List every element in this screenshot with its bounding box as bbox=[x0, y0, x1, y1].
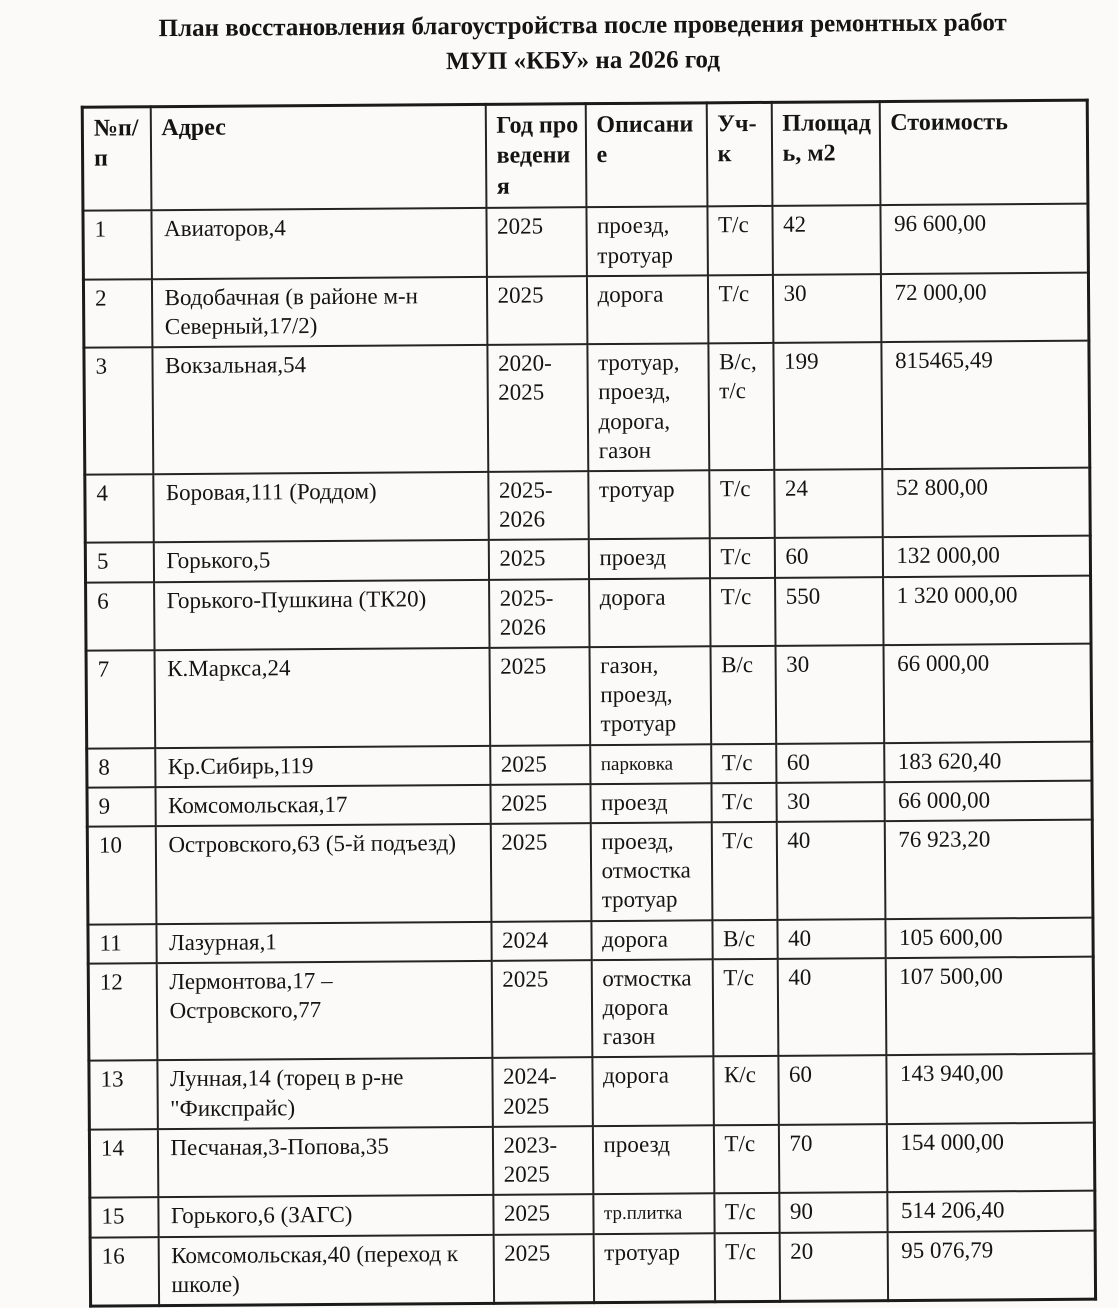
cell-address: Горького,6 (ЗАГС) bbox=[158, 1195, 493, 1237]
cell-description: дорога bbox=[589, 578, 710, 647]
cell-number: 7 bbox=[86, 650, 155, 748]
cell-year: 2025 bbox=[486, 208, 586, 277]
cell-cost: 52 800,00 bbox=[882, 468, 1090, 538]
column-header-year: Год проведения bbox=[485, 104, 586, 209]
cell-address: Авиаторов,4 bbox=[151, 208, 486, 279]
cell-description: проезд, тротуар bbox=[586, 207, 707, 276]
cell-year: 2025-2026 bbox=[488, 471, 588, 540]
cell-year: 2025 bbox=[488, 540, 588, 580]
cell-area: 60 bbox=[774, 538, 882, 578]
cell-cost: 66 000,00 bbox=[883, 644, 1092, 743]
cell-description: отмостка дорога газон bbox=[591, 959, 713, 1057]
header-row bbox=[82, 100, 1088, 211]
cell-address: Песчаная,3-Попова,35 bbox=[157, 1127, 492, 1198]
cell-number: 2 bbox=[83, 279, 151, 348]
cell-cost: 95 076,79 bbox=[887, 1230, 1095, 1300]
cell-address: Комсомольская,17 bbox=[155, 785, 490, 827]
document-title bbox=[80, 5, 1085, 82]
cell-year: 2025 bbox=[490, 745, 590, 785]
table-row bbox=[89, 1054, 1094, 1129]
table-row bbox=[84, 341, 1090, 475]
cell-address: Лунная,14 (торец в р-не "Фикспрайс) bbox=[157, 1058, 492, 1129]
table-row bbox=[90, 1230, 1095, 1306]
cell-area: 40 bbox=[776, 821, 885, 919]
cell-number: 9 bbox=[87, 787, 155, 827]
cell-description: тротуар bbox=[593, 1233, 714, 1303]
cell-area: 30 bbox=[772, 274, 880, 343]
cell-number: 16 bbox=[90, 1237, 158, 1306]
cell-section: Т/с bbox=[711, 783, 776, 823]
table-row bbox=[89, 1123, 1094, 1198]
column-header-description: Описание bbox=[585, 103, 707, 208]
cell-description: парковка bbox=[590, 744, 711, 784]
cell-year: 2025 bbox=[489, 647, 590, 745]
cell-area: 60 bbox=[778, 1056, 886, 1125]
cell-section: Т/с bbox=[713, 1125, 778, 1194]
cell-description: дорога bbox=[586, 275, 707, 344]
cell-section: Т/с bbox=[712, 959, 778, 1057]
cell-section: Т/с bbox=[707, 275, 772, 344]
cell-area: 30 bbox=[776, 782, 884, 822]
cell-address: Комсомольская,40 (переход к школе) bbox=[158, 1234, 493, 1305]
cell-description: тротуар, проезд, дорога, газон bbox=[587, 344, 709, 472]
column-header-address: Адрес bbox=[150, 104, 486, 210]
cell-section: В/с, т/с bbox=[708, 343, 774, 470]
cell-area: 90 bbox=[779, 1192, 887, 1232]
cell-cost: 107 500,00 bbox=[885, 957, 1094, 1056]
cell-description: тр.плитка bbox=[593, 1194, 714, 1234]
cell-number: 10 bbox=[87, 826, 156, 924]
cell-cost: 183 620,40 bbox=[884, 741, 1092, 782]
cell-cost: 132 000,00 bbox=[882, 536, 1090, 577]
cell-cost: 96 600,00 bbox=[880, 204, 1088, 274]
table-row bbox=[86, 575, 1091, 650]
cell-year: 2025-2026 bbox=[489, 579, 589, 648]
cell-address: Водобачная (в районе м-н Северный,17/2) bbox=[151, 277, 486, 348]
table-row bbox=[88, 957, 1094, 1062]
cell-number: 1 bbox=[83, 211, 151, 280]
document-title-line2: МУП «КБУ» на 2026 год bbox=[445, 46, 721, 76]
column-header-section: Уч-к bbox=[706, 102, 772, 206]
cell-section: К/с bbox=[713, 1056, 778, 1125]
cell-area: 60 bbox=[776, 743, 884, 783]
cell-section: Т/с bbox=[709, 538, 774, 578]
cell-address: Лазурная,1 bbox=[156, 922, 491, 964]
cell-description: проезд, отмостка тротуар bbox=[590, 822, 712, 920]
cell-address: Островского,63 (5-й подъезд) bbox=[155, 824, 491, 924]
cell-cost: 72 000,00 bbox=[880, 272, 1088, 342]
cell-section: Т/с bbox=[711, 744, 776, 784]
cell-cost: 76 923,20 bbox=[884, 820, 1093, 919]
cell-area: 30 bbox=[775, 645, 884, 743]
cell-section: Т/с bbox=[710, 578, 775, 647]
cell-description: проезд bbox=[590, 783, 711, 823]
cell-description: проезд bbox=[588, 539, 709, 579]
cell-section: Т/с bbox=[711, 822, 777, 920]
cell-number: 13 bbox=[89, 1061, 157, 1130]
cell-section: Т/с bbox=[714, 1232, 779, 1301]
cell-year: 2024-2025 bbox=[492, 1058, 592, 1127]
table-header bbox=[82, 100, 1088, 211]
cell-section: Т/с bbox=[709, 470, 774, 539]
cell-year: 2024 bbox=[491, 921, 591, 961]
cell-section: В/с bbox=[710, 646, 776, 744]
cell-area: 70 bbox=[778, 1124, 886, 1193]
table-row bbox=[87, 820, 1093, 925]
cell-number: 6 bbox=[86, 582, 154, 651]
cell-cost: 66 000,00 bbox=[884, 781, 1092, 822]
table-row bbox=[85, 468, 1090, 543]
cell-address: Кр.Сибирь,119 bbox=[155, 746, 490, 788]
cell-section: Т/с bbox=[714, 1193, 779, 1233]
cell-cost: 514 206,40 bbox=[887, 1191, 1095, 1232]
cell-description: дорога bbox=[591, 920, 712, 960]
cell-number: 5 bbox=[85, 543, 153, 583]
table-row bbox=[83, 272, 1088, 347]
cell-area: 199 bbox=[773, 342, 882, 470]
column-header-number: №п/п bbox=[82, 107, 151, 211]
column-header-area: Площадь, м2 bbox=[771, 102, 880, 207]
cell-description: газон, проезд, тротуар bbox=[589, 646, 711, 744]
cell-address: Горького-Пушкина (ТК20) bbox=[154, 580, 489, 651]
cell-year: 2025 bbox=[486, 276, 586, 345]
cell-number: 4 bbox=[85, 474, 153, 543]
cell-address: Лермонтова,17 – Островского,77 bbox=[156, 961, 492, 1061]
table-row bbox=[83, 204, 1088, 279]
cell-year: 2020-2025 bbox=[487, 344, 588, 472]
cell-description: тротуар bbox=[588, 470, 709, 539]
cell-cost: 154 000,00 bbox=[886, 1123, 1094, 1193]
cell-area: 24 bbox=[774, 469, 882, 538]
cell-cost: 1 320 000,00 bbox=[883, 575, 1091, 645]
cell-number: 8 bbox=[87, 748, 155, 788]
table-body bbox=[83, 204, 1096, 1306]
restoration-plan-table bbox=[81, 99, 1097, 1308]
cell-address: Горького,5 bbox=[153, 540, 488, 582]
table-row bbox=[86, 644, 1092, 749]
cell-section: В/с bbox=[712, 920, 777, 960]
cell-area: 42 bbox=[772, 206, 880, 275]
cell-area: 550 bbox=[775, 577, 883, 646]
cell-year: 2023-2025 bbox=[492, 1126, 592, 1195]
cell-cost: 105 600,00 bbox=[885, 917, 1093, 958]
cell-number: 14 bbox=[89, 1129, 157, 1198]
document-title-line1: План восстановления благоустройства после проведения ремонтных работ bbox=[158, 9, 1007, 43]
cell-address: Вокзальная,54 bbox=[152, 345, 488, 474]
cell-area: 40 bbox=[777, 919, 885, 959]
cell-cost: 143 940,00 bbox=[886, 1054, 1094, 1124]
cell-number: 11 bbox=[88, 924, 156, 964]
cell-number: 15 bbox=[90, 1197, 158, 1237]
cell-section: Т/с bbox=[707, 206, 772, 275]
cell-year: 2025 bbox=[493, 1194, 593, 1234]
cell-year: 2025 bbox=[490, 823, 591, 921]
cell-number: 12 bbox=[88, 963, 157, 1061]
cell-description: проезд bbox=[592, 1125, 713, 1194]
cell-year: 2025 bbox=[493, 1234, 593, 1304]
cell-cost: 815465,49 bbox=[881, 341, 1090, 469]
column-header-cost: Стоимость bbox=[879, 100, 1088, 205]
cell-address: К.Маркса,24 bbox=[154, 648, 490, 748]
cell-number: 3 bbox=[84, 347, 153, 474]
cell-description: дорога bbox=[592, 1057, 713, 1126]
cell-area: 20 bbox=[779, 1232, 887, 1302]
cell-area: 40 bbox=[777, 958, 886, 1056]
cell-address: Боровая,111 (Роддом) bbox=[153, 472, 488, 543]
cell-year: 2025 bbox=[491, 960, 592, 1058]
cell-year: 2025 bbox=[490, 784, 590, 824]
